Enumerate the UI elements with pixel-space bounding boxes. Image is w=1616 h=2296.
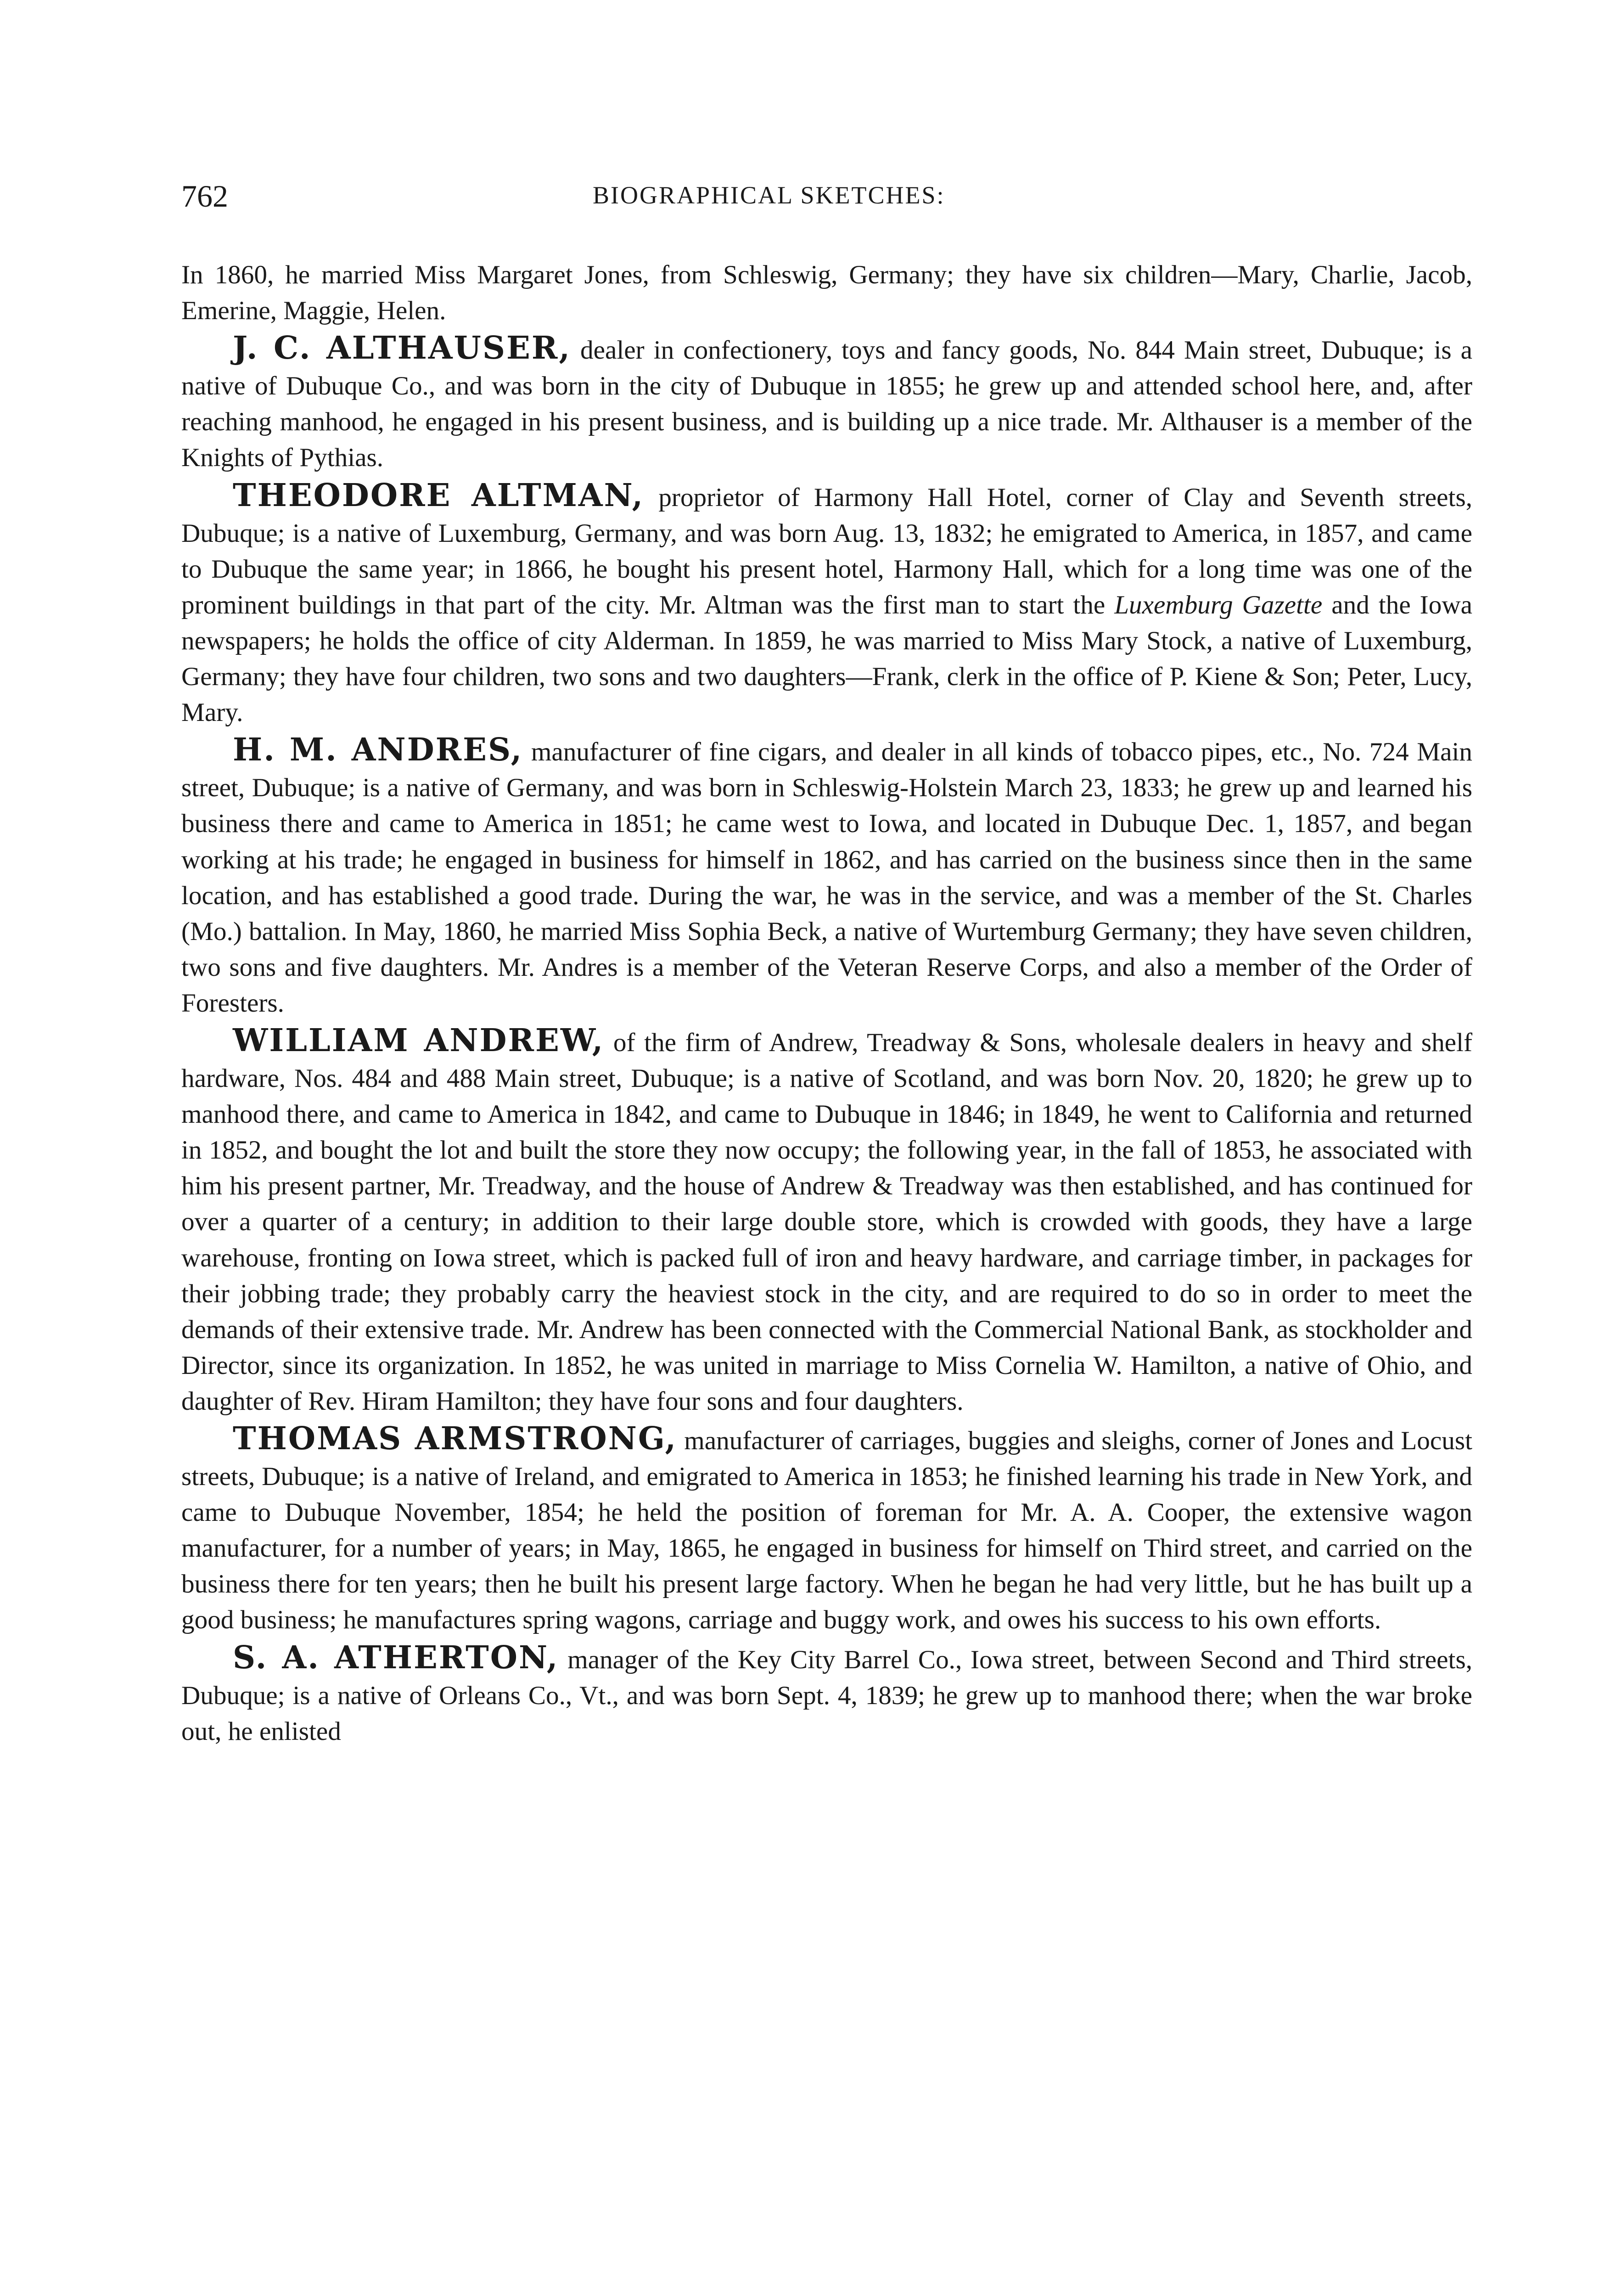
running-head: BIOGRAPHICAL SKETCHES: xyxy=(593,181,945,209)
entry-name: WILLIAM ANDREW, xyxy=(233,1022,605,1059)
entry-text: manager of the Key City Barrel Co., Iowa street, between Second and Third streets, Dubuque; is a native of Orleans Co., Vt., and was born Sept. 4, 1839; he grew up to manhood there; when the war broke out, he enlisted xyxy=(181,1645,1472,1746)
entry-andrew xyxy=(181,1023,1472,1419)
text-body xyxy=(181,257,1472,1751)
entry-andres xyxy=(181,732,1472,1021)
entry-text: manufacturer of carriages, buggies and sleighs, corner of Jones and Locust streets, Dubuque; is a native of Ireland, and emigrated to America in 1853; he finished learning his trade in New York, and came to Dubuque November, 1854; he held the position of foreman for Mr. A. A. Cooper, the extensive wagon manufacturer, for a number of years; in May, 1865, he engaged in business for himself on Third street, and carried on the business there for ten years; then he built his present large factory. When he began he had very little, but he has built up a good business; he manufactures spring wagons, carriage and buggy work, and owes his success to his own efforts. xyxy=(181,1426,1472,1635)
entry-name: THOMAS ARMSTRONG, xyxy=(233,1420,678,1457)
newspaper-title: Luxemburg Gazette xyxy=(1114,590,1323,619)
entry-name: J. C. ALTHAUSER, xyxy=(233,330,572,367)
entry-text: manufacturer of fine cigars, and dealer in all kinds of tobacco pipes, etc., No. 724 Main street, Dubuque; is a native of Germany, and was born in Schleswig-Holstein March 23, 1833; he grew up and learned his business there and came to America in 1851; he came west to Iowa, and located in Dubuque Dec. 1, 1857, and began working at his trade; he engaged in business for himself in 1862, and has carried on the business since then in the same location, and has established a good trade. During the war, he was in the service, and was a member of the St. Charles (Mo.) battalion. In May, 1860, he married Miss Sophia Beck, a native of Wurtemburg Germany; they have seven children, two sons and five daughters. Mr. Andres is a member of the Veteran Reserve Corps, and also a member of the Order of Foresters. xyxy=(181,737,1472,1018)
entry-text-continued: and the Iowa newspapers; he holds the office of city Alderman. In 1859, he was married to Miss Mary Stock, a native of Luxemburg, Germany; they have four children, two sons and two daughters—Frank, clerk in the office of P. Kiene & Son; Peter, Lucy, Mary. xyxy=(181,590,1472,727)
opening-paragraph: In 1860, he married Miss Margaret Jones, from Schleswig, Germany; they have six children—Mary, Charlie, Jacob, Emerine, Maggie, Helen. xyxy=(181,260,1472,326)
entry-name: THEODORE ALTMAN, xyxy=(233,477,645,514)
entry-armstrong xyxy=(181,1421,1472,1638)
entry-text: proprietor of Harmony Hall Hotel, corner of Clay and Seventh streets, Dubuque; is a native of Luxemburg, Germany, and was born Aug. 13, 1832; he emigrated to America, in 1857, and came to Dubuque the same year; in 1866, he bought his present hotel, Harmony Hall, which for a long time was one of the prominent buildings in that part of the city. Mr. Altman was the first man to start the xyxy=(181,483,1472,619)
entry-name: S. A. ATHERTON, xyxy=(233,1639,559,1676)
page-number: 762 xyxy=(181,179,228,214)
entry-atherton xyxy=(181,1640,1472,1750)
entry-name: H. M. ANDRES, xyxy=(233,732,523,769)
entry-althauser xyxy=(181,330,1472,476)
entry-altman xyxy=(181,478,1472,731)
entry-text: of the firm of Andrew, Treadway & Sons, wholesale dealers in heavy and shelf hardware, Nos. 484 and 488 Main street, Dubuque; is a native of Scotland, and was born Nov. 20, 1820; he grew up to manhood there, and came to America in 1842, and came to Dubuque in 1846; in 1849, he went to California and returned in 1852, and bought the lot and built the store they now occupy; the following year, in the fall of 1853, he associated with him his present partner, Mr. Treadway, and the house of Andrew & Treadway was then established, and has continued for over a quarter of a century; in addition to their large double store, which is crowded with goods, they have a large warehouse, fronting on Iowa street, which is packed full of iron and heavy hardware, and carriage timber, in packages for their jobbing trade; they probably carry the heaviest stock in the city, and are required to do so in order to meet the demands of their extensive trade. Mr. Andrew has been connected with the Commercial National Bank, as stockholder and Director, since its organization. In 1852, he was united in marriage to Miss Cornelia W. Hamilton, a native of Ohio, and daughter of Rev. Hiram Hamilton; they have four sons and four daughters. xyxy=(181,1028,1473,1416)
page-header xyxy=(181,178,1467,215)
entry-text: dealer in confectionery, toys and fancy goods, No. 844 Main street, Dubuque; is a native of Dubuque Co., and was born in the city of Dubuque in 1855; he grew up and attended school here, and, after reaching manhood, he engaged in his present business, and is building up a nice trade. Mr. Althauser is a member of the Knights of Pythias. xyxy=(181,336,1472,473)
